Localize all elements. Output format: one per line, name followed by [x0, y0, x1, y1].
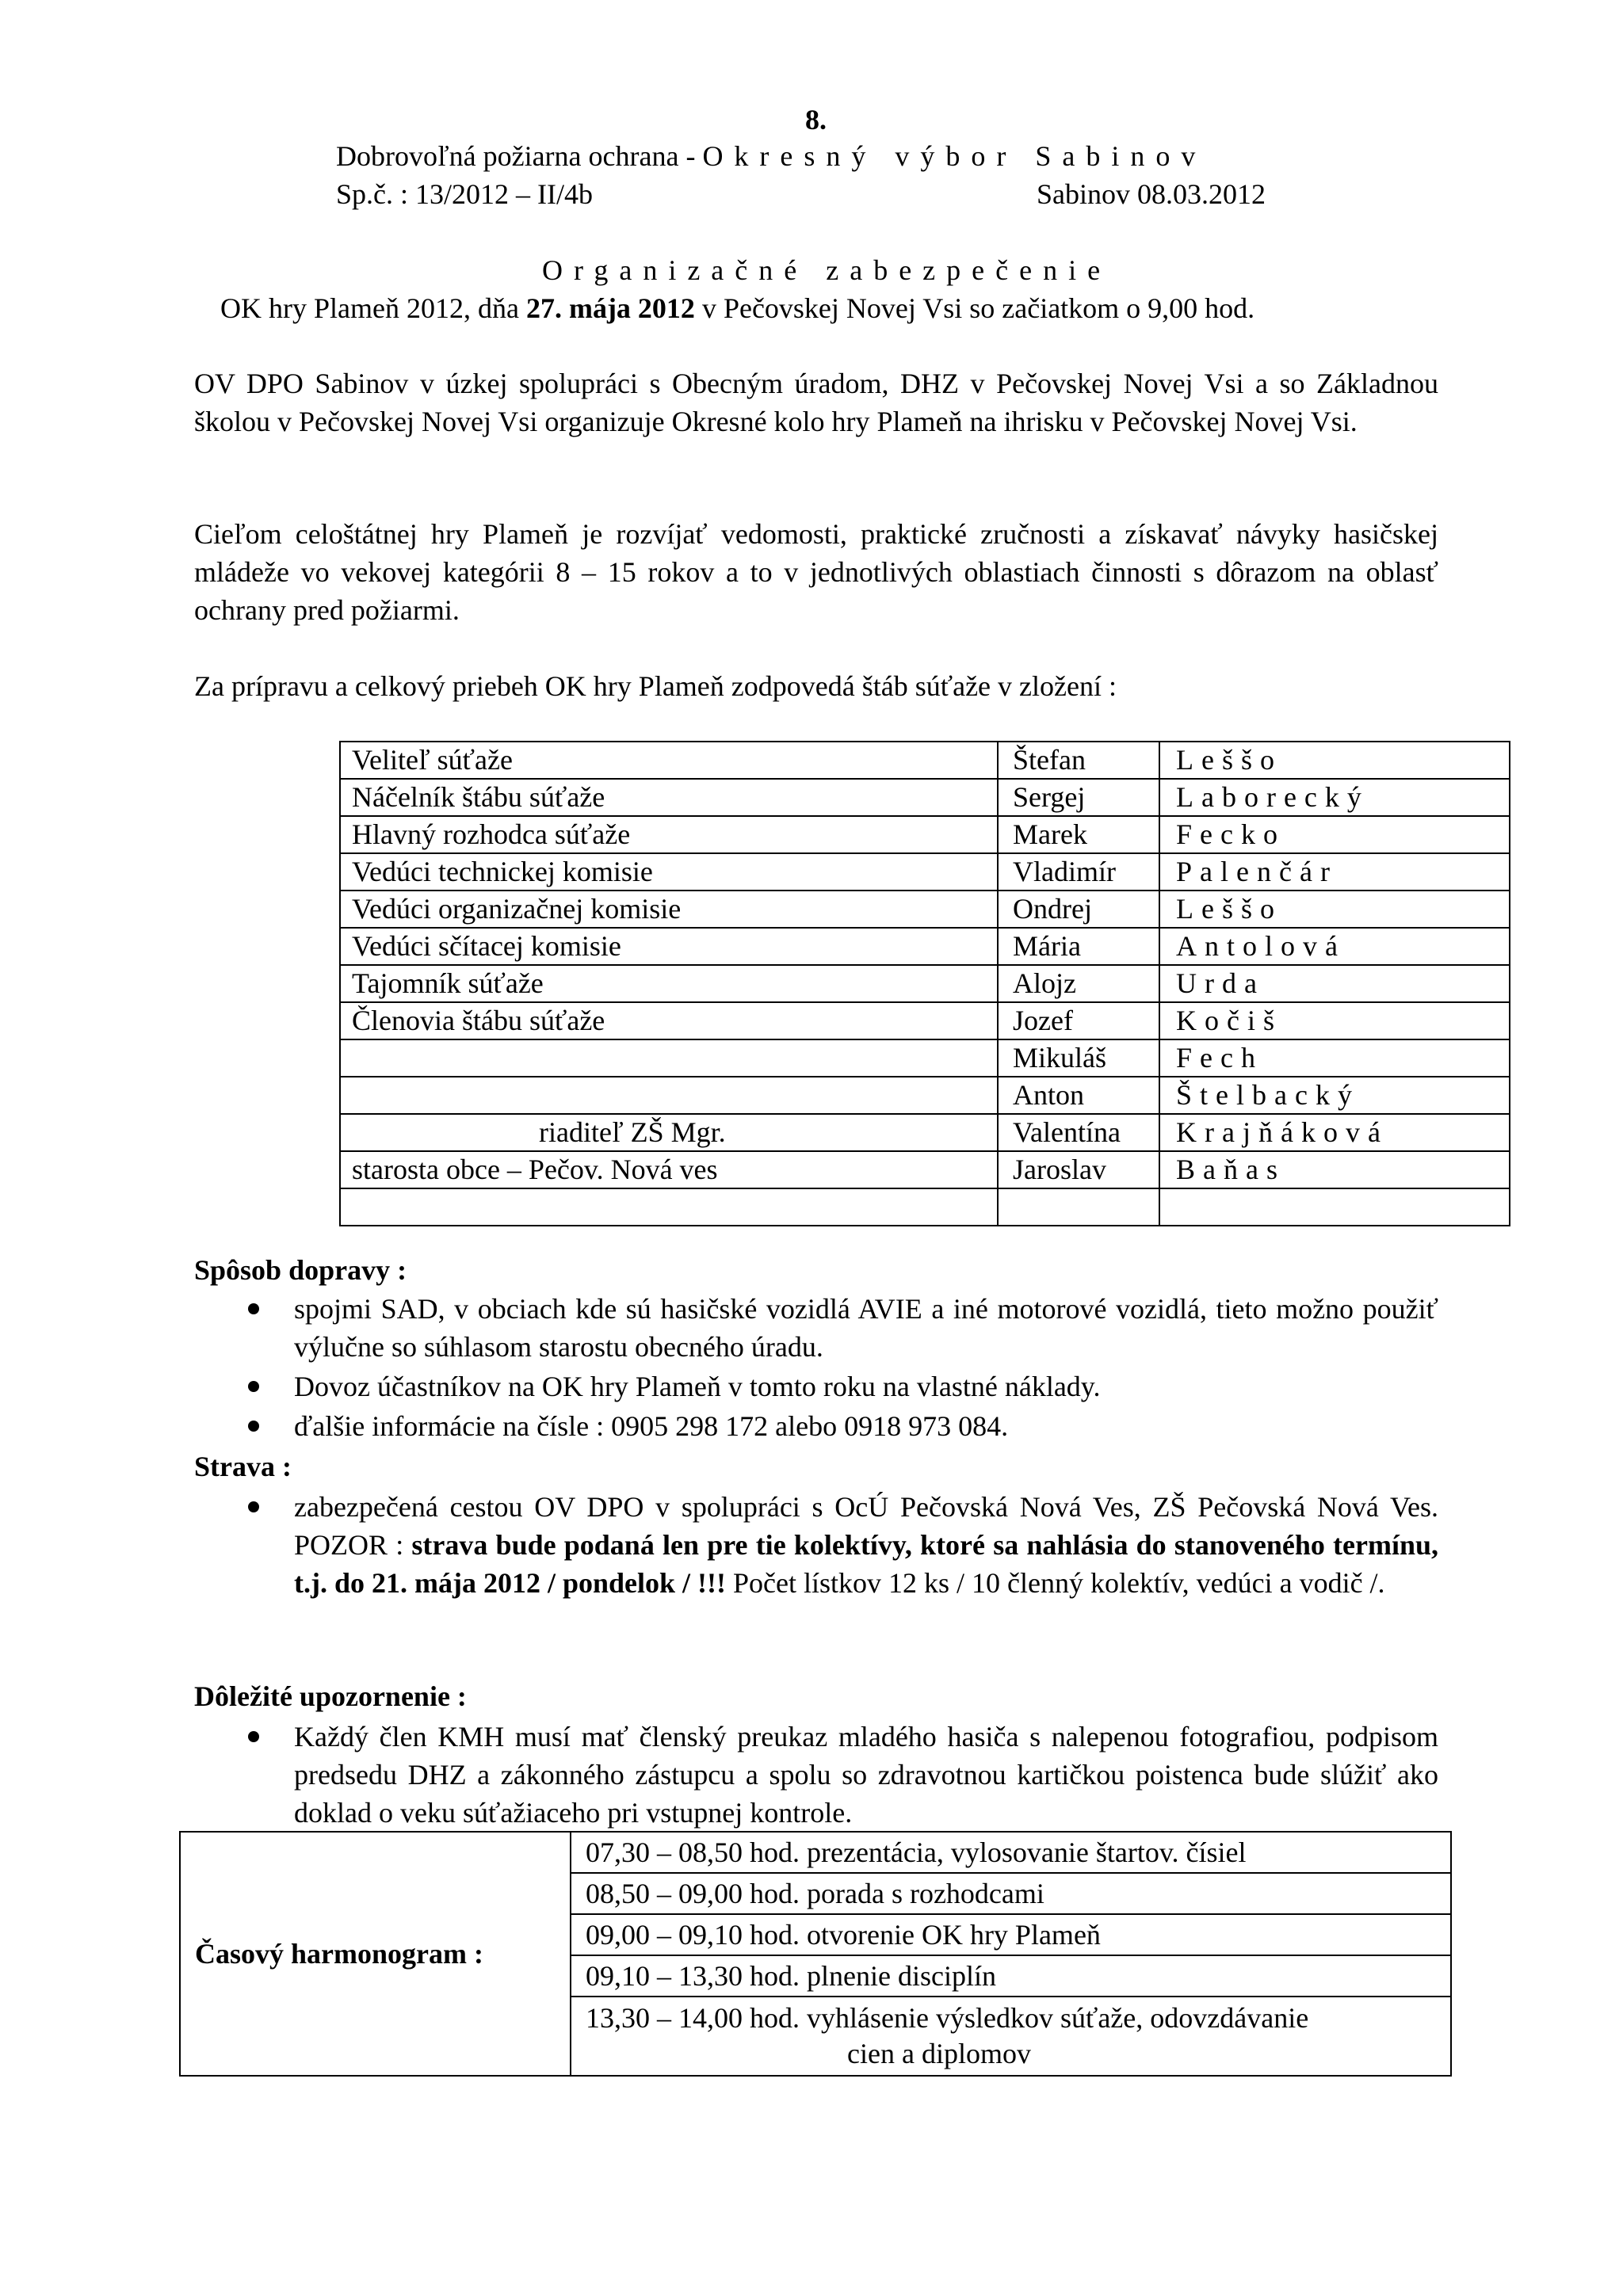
subtitle-suffix: v Pečovskej Novej Vsi so začiatkom o 9,00 hod. — [694, 292, 1255, 324]
reference-number: Sp.č. : 13/2012 – II/4b — [336, 178, 593, 210]
list-item-text: spojmi SAD, v obciach kde sú hasičské vozidlá AVIE a iné motorové vozidlá, tieto možno použiť výlučne so súhlasom starostu obecného úradu. — [294, 1293, 1438, 1363]
bullet-icon — [248, 1303, 259, 1314]
list-item — [194, 1290, 1438, 1366]
food-text-a: zabezpečená cestou OV DPO v spolupráci s OcÚ Pečovská Nová Ves, ZŠ Pečovská Nová Ves. POZOR : — [294, 1491, 1438, 1561]
staff-role: Tajomník súťaže — [340, 965, 998, 1002]
list-item — [194, 1367, 1438, 1405]
staff-first-name: Sergej — [998, 779, 1159, 816]
table-row — [340, 742, 1510, 779]
staff-first-name: Mária — [998, 928, 1159, 965]
staff-last-name: Laborecký — [1159, 779, 1510, 816]
table-row — [340, 779, 1510, 816]
intro-paragraph: OV DPO Sabinov v úzkej spolupráci s Obecným úradom, DHZ v Pečovskej Novej Vsi a so Základnou školou v Pečovskej Novej Vsi organizuje Okresné kolo hry Plameň na ihrisku v Pečovskej Novej Vsi. — [194, 368, 1438, 437]
list-item — [194, 1488, 1438, 1602]
food-text-b: Počet lístkov 12 ks / 10 členný kolektív, vedúci a vodič /. — [726, 1567, 1385, 1599]
schedule-row: 08,50 – 09,00 hod. porada s rozhodcami — [571, 1873, 1451, 1914]
staff-last-name: Štelbacký — [1159, 1077, 1510, 1114]
table-row — [340, 1114, 1510, 1151]
staff-first-name: Vladimír — [998, 853, 1159, 891]
staff-last-name: Palenčár — [1159, 853, 1510, 891]
staff-last-name: Fecko — [1159, 816, 1510, 853]
header-organization — [336, 138, 1206, 174]
schedule-row: 09,10 – 13,30 hod. plnenie disciplín — [571, 1955, 1451, 1997]
table-row — [340, 891, 1510, 928]
staff-first-name: Štefan — [998, 742, 1159, 779]
schedule-row-text: 13,30 – 14,00 hod. vyhlásenie výsledkov súťaže, odovzdávanie — [586, 2002, 1309, 2034]
table-row — [340, 1039, 1510, 1077]
staff-last-name: Kočiš — [1159, 1002, 1510, 1039]
staff-first-name: Jaroslav — [998, 1151, 1159, 1188]
staff-last-name: Antolová — [1159, 928, 1510, 965]
page-number: 8. — [805, 104, 827, 135]
staff-first-name: Alojz — [998, 965, 1159, 1002]
table-row — [340, 816, 1510, 853]
table-row — [340, 1002, 1510, 1039]
bullet-icon — [248, 1381, 259, 1392]
table-row — [340, 1188, 1510, 1226]
staff-last-name: Leššo — [1159, 891, 1510, 928]
staff-role: starosta obce – Pečov. Nová ves — [340, 1151, 998, 1188]
list-item — [194, 1407, 1438, 1445]
staff-role — [340, 1077, 998, 1114]
table-row — [340, 928, 1510, 965]
table-row — [340, 1077, 1510, 1114]
food-heading: Strava : — [194, 1451, 292, 1482]
notice-heading: Dôležité upozornenie : — [194, 1680, 467, 1712]
list-item-text: Dovoz účastníkov na OK hry Plameň v tomto roku na vlastné náklady. — [294, 1371, 1101, 1402]
bullet-icon — [248, 1731, 259, 1742]
food-list — [194, 1488, 1438, 1604]
staff-last-name: Fech — [1159, 1039, 1510, 1077]
food-text-bold: strava bude podaná len pre tie kolektívy, ktoré sa nahlásia do stanoveného termínu, t.j. do 21. mája 2012 / pondelok / !!! — [294, 1529, 1438, 1599]
staff-last-name: Urda — [1159, 965, 1510, 1002]
table-row — [340, 965, 1510, 1002]
notice-list — [194, 1718, 1438, 1833]
staff-first-name — [998, 1188, 1159, 1226]
schedule-table — [179, 1831, 1452, 2077]
staff-role: Hlavný rozhodca súťaže — [340, 816, 998, 853]
subtitle-date: 27. mája 2012 — [525, 292, 695, 324]
staff-role: Vedúci organizačnej komisie — [340, 891, 998, 928]
staff-first-name: Ondrej — [998, 891, 1159, 928]
table-row — [340, 1151, 1510, 1188]
organization-name: Dobrovoľná požiarna ochrana - — [336, 140, 703, 172]
place-date: Sabinov 08.03.2012 — [1037, 178, 1266, 210]
staff-table — [339, 741, 1510, 1226]
schedule-row: 09,00 – 09,10 hod. otvorenie OK hry Plameň — [571, 1914, 1451, 1955]
staff-last-name — [1159, 1188, 1510, 1226]
staff-first-name: Valentína — [998, 1114, 1159, 1151]
notice-text: Každý člen KMH musí mať členský preukaz mladého hasiča s nalepenou fotografiou, podpisom predsedu DHZ a zákonného zástupcu a spolu so zdravotnou kartičkou poistenca bude slúžiť ako doklad o veku súťažiaceho pri vstupnej kontrole. — [294, 1721, 1438, 1829]
staff-first-name: Jozef — [998, 1002, 1159, 1039]
list-item-text: ďalšie informácie na čísle : 0905 298 172 alebo 0918 973 084. — [294, 1410, 1009, 1442]
bullet-icon — [248, 1421, 259, 1432]
committee-name: Okresný výbor Sabinov — [702, 140, 1207, 172]
staff-last-name: Baňas — [1159, 1151, 1510, 1188]
staff-intro-paragraph: Za prípravu a celkový priebeh OK hry Plameň zodpovedá štáb súťaže v zložení : — [194, 670, 1117, 702]
goal-paragraph: Cieľom celoštátnej hry Plameň je rozvíjať vedomosti, praktické zručnosti a získavať návyky hasičskej mládeže vo vekovej kategórii 8 – 15 rokov a to v jednotlivých oblastiach činnosti s dôrazom na oblasť ochrany pred požiarmi. — [194, 518, 1438, 626]
staff-role: Náčelník štábu súťaže — [340, 779, 998, 816]
staff-role: Veliteľ súťaže — [340, 742, 998, 779]
staff-role — [340, 1188, 998, 1226]
schedule-label: Časový harmonogram : — [180, 1832, 571, 2076]
bullet-icon — [248, 1501, 259, 1512]
staff-last-name: Leššo — [1159, 742, 1510, 779]
staff-first-name: Marek — [998, 816, 1159, 853]
document-title: Organizačné zabezpečenie — [542, 254, 1112, 286]
transport-heading: Spôsob dopravy : — [194, 1254, 407, 1286]
staff-role: Vedúci technickej komisie — [340, 853, 998, 891]
list-item — [194, 1718, 1438, 1832]
staff-last-name: Krajňáková — [1159, 1114, 1510, 1151]
schedule-row-continuation: cien a diplomov — [847, 2038, 1031, 2069]
subtitle-prefix: OK hry Plameň 2012, dňa — [220, 292, 526, 324]
staff-first-name: Mikuláš — [998, 1039, 1159, 1077]
staff-role: riaditeľ ZŠ Mgr. — [340, 1114, 998, 1151]
table-row — [340, 853, 1510, 891]
staff-role: Členovia štábu súťaže — [340, 1002, 998, 1039]
transport-list — [194, 1290, 1438, 1447]
document-subtitle — [220, 290, 1254, 326]
schedule-row: 07,30 – 08,50 hod. prezentácia, vylosovanie štartov. čísiel — [571, 1832, 1451, 1873]
staff-role: Vedúci sčítacej komisie — [340, 928, 998, 965]
staff-role — [340, 1039, 998, 1077]
schedule-row — [571, 1997, 1451, 2076]
staff-first-name: Anton — [998, 1077, 1159, 1114]
